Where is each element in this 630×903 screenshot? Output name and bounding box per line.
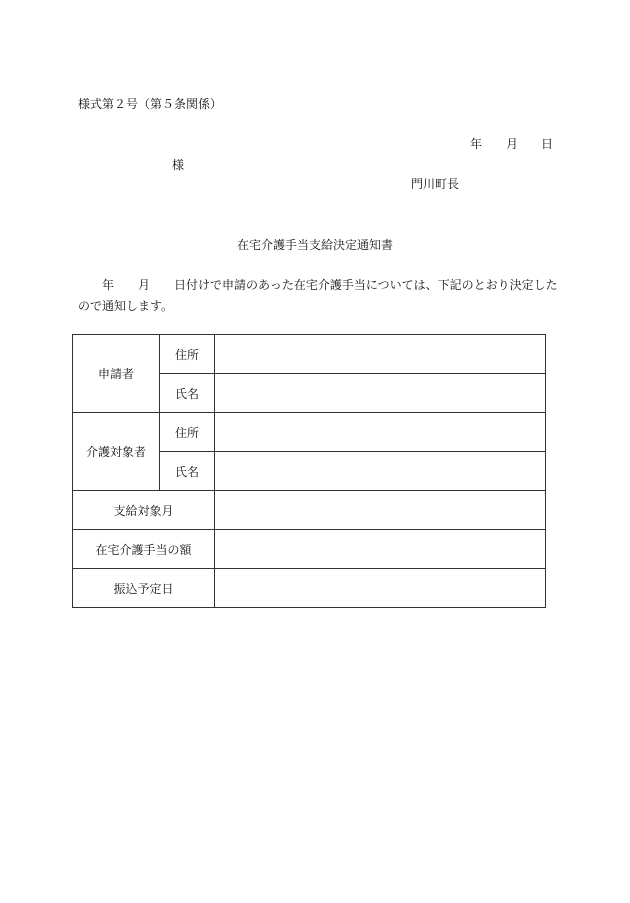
table-row: [73, 335, 546, 374]
body-month-label: 月: [138, 278, 151, 292]
issuer-name: 門川町長: [411, 177, 460, 191]
care-recipient-address-field[interactable]: [215, 413, 546, 452]
body-line-2: ので通知します。: [78, 299, 174, 313]
body-paragraph: [78, 275, 558, 317]
allowance-amount-field[interactable]: [215, 530, 546, 569]
decision-detail-table: [72, 334, 546, 608]
care-recipient-address-label: 住所: [160, 413, 215, 452]
table-row: [73, 530, 546, 569]
table-row: [73, 491, 546, 530]
applicant-label: 申請者: [73, 335, 160, 413]
recipient-honorific: 様: [172, 158, 185, 172]
body-line-1: [78, 275, 558, 296]
table-row: [73, 413, 546, 452]
transfer-date-label: 振込予定日: [73, 569, 215, 608]
date-month-label: 月: [506, 137, 519, 151]
applicant-address-label: 住所: [160, 335, 215, 374]
applicant-name-field[interactable]: [215, 374, 546, 413]
body-line-1-text: 日付けで申請のあった在宅介護手当については、下記のとおり決定した: [174, 278, 558, 292]
applicant-address-field[interactable]: [215, 335, 546, 374]
payment-month-field[interactable]: [215, 491, 546, 530]
date-year-label: 年: [470, 137, 483, 151]
form-number: 様式第２号（第５条関係）: [78, 97, 223, 111]
care-recipient-name-field[interactable]: [215, 452, 546, 491]
body-year-label: 年: [102, 278, 115, 292]
care-recipient-label: 介護対象者: [73, 413, 160, 491]
care-recipient-name-label: 氏名: [160, 452, 215, 491]
applicant-name-label: 氏名: [160, 374, 215, 413]
date-day-label: 日: [541, 137, 554, 151]
table-row: [73, 569, 546, 608]
payment-month-label: 支給対象月: [73, 491, 215, 530]
allowance-amount-label: 在宅介護手当の額: [73, 530, 215, 569]
document-title: 在宅介護手当支給決定通知書: [236, 238, 393, 252]
transfer-date-field[interactable]: [215, 569, 546, 608]
